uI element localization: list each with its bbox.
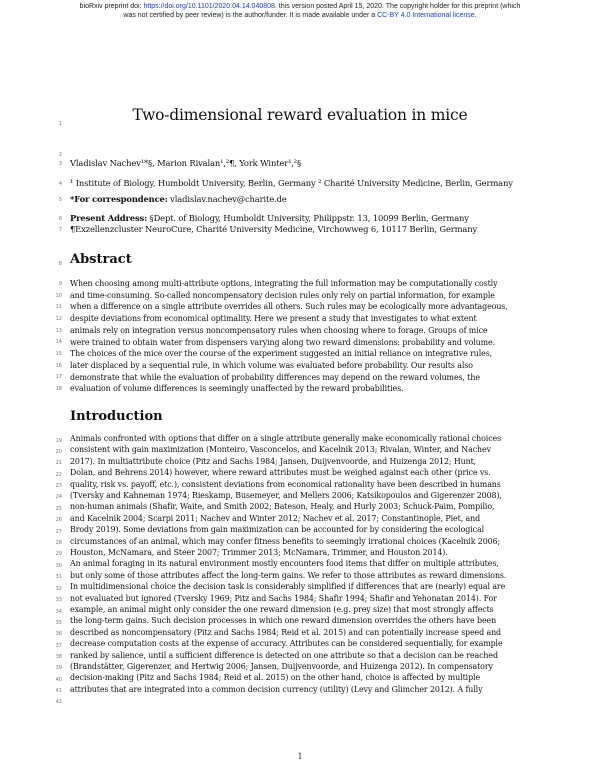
preprint-banner (0, 3, 600, 20)
line-number: 5 (58, 197, 62, 203)
line-number: 10 (55, 293, 62, 299)
line-number: 25 (55, 506, 62, 512)
text-line: and Kacelnik 2004; Scarpi 2011; Nachev and Winter 2012; Nachev et al. 2017; Constantinople, Piet, and (70, 513, 481, 523)
paper-title: Two-dimensional reward evaluation in mice (132, 106, 468, 124)
line-number: 32 (55, 586, 62, 592)
banner-line-1: bioRxiv preprint doi: https://doi.org/10.1101/2020.04.14.040808. this version posted April 15, 2020. The copyright holder for this preprint (which (79, 3, 521, 10)
line-number: 30 (55, 563, 62, 569)
affiliation: ¹ Institute of Biology, Humboldt University, Berlin, Germany ² Charité University Medicine, Berlin, Germany (70, 178, 513, 188)
text-line: were trained to obtain water from dispensers varying along two reward dimensions: probability and volume. (70, 337, 495, 347)
text-line: (Tversky and Kahneman 1974; Rieskamp, Busemeyer, and Mellers 2006; Katsikopoulos and Gigerenzer 2008), (70, 491, 502, 500)
text-line: example, an animal might only consider the one reward dimension (e.g. prey size) that most strongly affects (70, 605, 494, 614)
correspondence-label: *For correspondence: (70, 194, 168, 204)
page-number: 1 (297, 752, 303, 761)
line-number: 36 (55, 631, 62, 637)
line-number: 27 (55, 529, 62, 535)
line-number: 7 (58, 227, 62, 233)
text-line: Dolan, and Behrens 2014) however, where reward attributes must be weighed against each other (price vs. (70, 468, 491, 478)
line-number: 1 (58, 121, 62, 127)
line-number: 33 (55, 597, 62, 603)
text-line: 2017). In multiattribute choice (Pitz and Sachs 1984; Jansen, Duijvenvoorde, and Huizenga 2012; Hunt, (70, 456, 477, 466)
line-number: 34 (55, 609, 62, 615)
text-line: The choices of the mice over the course of the experiment suggested an initial reliance on integrative rules, (70, 349, 493, 359)
banner-line-2: was not certified by peer review) is the author/funder. It is made available under a CC-BY 4.0 International license. (123, 11, 477, 19)
line-number: 18 (55, 386, 62, 392)
text-line: demonstrate that while the evaluation of probability differences may depend on the reward volumes, the (70, 372, 480, 382)
text-line: ranked by salience, until a sufficient difference is detected on one attribute so that a decision can be reached (70, 650, 498, 660)
line-number: 3 (58, 161, 62, 167)
line-number: 23 (55, 483, 62, 489)
line-number: 21 (55, 460, 62, 466)
line-number: 38 (55, 654, 62, 660)
author-list: Vladislav Nachev¹*§, Marion Rivalan¹,²¶, York Winter¹,²§ (70, 158, 302, 168)
text-line: but only some of those attributes affect the long-term gains. We refer to those attributes as reward dimensions. (70, 570, 507, 580)
line-number: 8 (58, 261, 62, 267)
text-line: Brody 2019). Some deviations from gain maximization can be accounted for by considering the ecological (70, 525, 485, 535)
correspondence-email: vladislav.nachev@charite.de (167, 194, 287, 204)
doi-link[interactable]: https://doi.org/10.1101/2020.04.14.040808 (143, 3, 275, 10)
line-number: 14 (55, 339, 62, 345)
line-number: 19 (55, 438, 62, 444)
text-line: decision-making (Pitz and Sachs 1984; Reid et al. 2015) on the other hand, choice is affected by multiple (70, 673, 481, 683)
introduction-heading: Introduction (70, 409, 163, 424)
text-line: consistent with gain maximization (Monteiro, Vasconcelos, and Kacelnik 2013; Rivalan, Winter, and Nachev (70, 445, 491, 455)
text-line: In multidimensional choice the decision task is considerably simplified if differences that are (nearly) equal are (70, 582, 506, 592)
text-line: when a difference on a single attribute overrides all others. Such rules may be ecologically more advantageous, (70, 302, 508, 312)
line-number: 11 (55, 304, 62, 310)
present-address-line-2: ¶Exzellenzcluster NeuroCure, Charité University Medicine, Virchowweg 6, 10117 Berlin, Germany (70, 224, 478, 234)
line-number: 41 (55, 688, 62, 694)
line-number: 26 (55, 517, 62, 523)
line-number: 39 (55, 665, 62, 671)
text-line: (Brandstätter, Gigerenzer, and Hertwig 2006; Jansen, Duijvenvoorde, and Huizenga 2012). In compensatory (70, 662, 493, 671)
text-line: not evaluated but ignored (Tversky 1969; Pitz and Sachs 1984; Shafir 1994; Shafir and Yehonatan 2014). For (70, 593, 497, 603)
line-number: 13 (55, 328, 62, 334)
text-line: despite deviations from economical optimality. Here we present a study that investigates to what extent (70, 314, 477, 324)
license-link[interactable]: CC-BY 4.0 International license (377, 11, 475, 19)
line-number: 9 (58, 281, 62, 287)
line-number: 42 (55, 699, 62, 705)
line-number: 17 (55, 374, 62, 380)
line-number: 24 (55, 494, 62, 500)
line-number: 28 (55, 540, 62, 546)
correspondence (70, 194, 546, 205)
present-address: Present Address: §Dept. of Biology, Humboldt University, Philippstr. 13, 10099 Berlin, Germany (70, 213, 469, 223)
text-line: decrease computation costs at the expense of accuracy. Attributes can be considered sequentially, for example (70, 639, 503, 649)
text-line: Houston, McNamara, and Steer 2007; Trimmer 2013; McNamara, Trimmer, and Houston 2014). (70, 548, 448, 557)
line-number: 22 (55, 472, 62, 478)
text-line: quality, risk vs. payoff, etc.), consistent deviations from economical rationality have been described in humans (70, 479, 501, 489)
text-line: non-human animals (Shafir, Waite, and Smith 2002; Bateson, Healy, and Hurly 2003; Schuck-Paim, Pompilio, (70, 502, 495, 512)
text-line: animals rely on integration versus noncompensatory rules when choosing where to forage. Groups of mice (70, 325, 488, 335)
text-line: described as noncompensatory (Pitz and Sachs 1984; Reid et al. 2015) and can potentially increase speed and (70, 627, 502, 637)
text-line: evaluation of volume differences is seemingly unaffected by the reward probabilities. (70, 384, 404, 394)
abstract-heading: Abstract (70, 252, 132, 267)
text-line: attributes that are integrated into a common decision currency (utility) (Levy and Glimcher 2012). A fully (70, 684, 483, 694)
line-number: 2 (58, 152, 62, 158)
line-number: 12 (55, 316, 62, 322)
text-line: later displaced by a sequential rule, in which volume was evaluated before probability. Our results also (70, 360, 473, 370)
text-line: circumstances of an animal, which may confer fitness benefits to seemingly irrational choices (Kacelnik 2006; (70, 536, 501, 546)
line-number: 35 (55, 620, 62, 626)
line-number: 4 (58, 181, 62, 187)
text-line: When choosing among multi-attribute options, integrating the full information may be computationally costly (70, 279, 498, 288)
line-number: 37 (55, 643, 62, 649)
text-line: and time-consuming. So-called noncompensatory decision rules only rely on partial information, for example (70, 290, 495, 300)
text-line: Animals confronted with options that differ on a single attribute generally make economically rational choices (70, 434, 502, 443)
line-number: 40 (55, 677, 62, 683)
line-number: 6 (58, 216, 62, 222)
line-number: 31 (55, 574, 62, 580)
present-address-label: Present Address: (70, 213, 148, 223)
line-number: 15 (55, 351, 62, 357)
text-line: An animal foraging in its natural environment mostly encounters food items that differ on multiple attributes, (70, 559, 499, 569)
text-line: the long-term gains. Such decision processes in which one reward dimension overrides the others have been (70, 616, 497, 626)
line-number: 20 (55, 449, 62, 455)
line-number: 29 (55, 551, 62, 557)
line-number: 16 (55, 363, 62, 369)
